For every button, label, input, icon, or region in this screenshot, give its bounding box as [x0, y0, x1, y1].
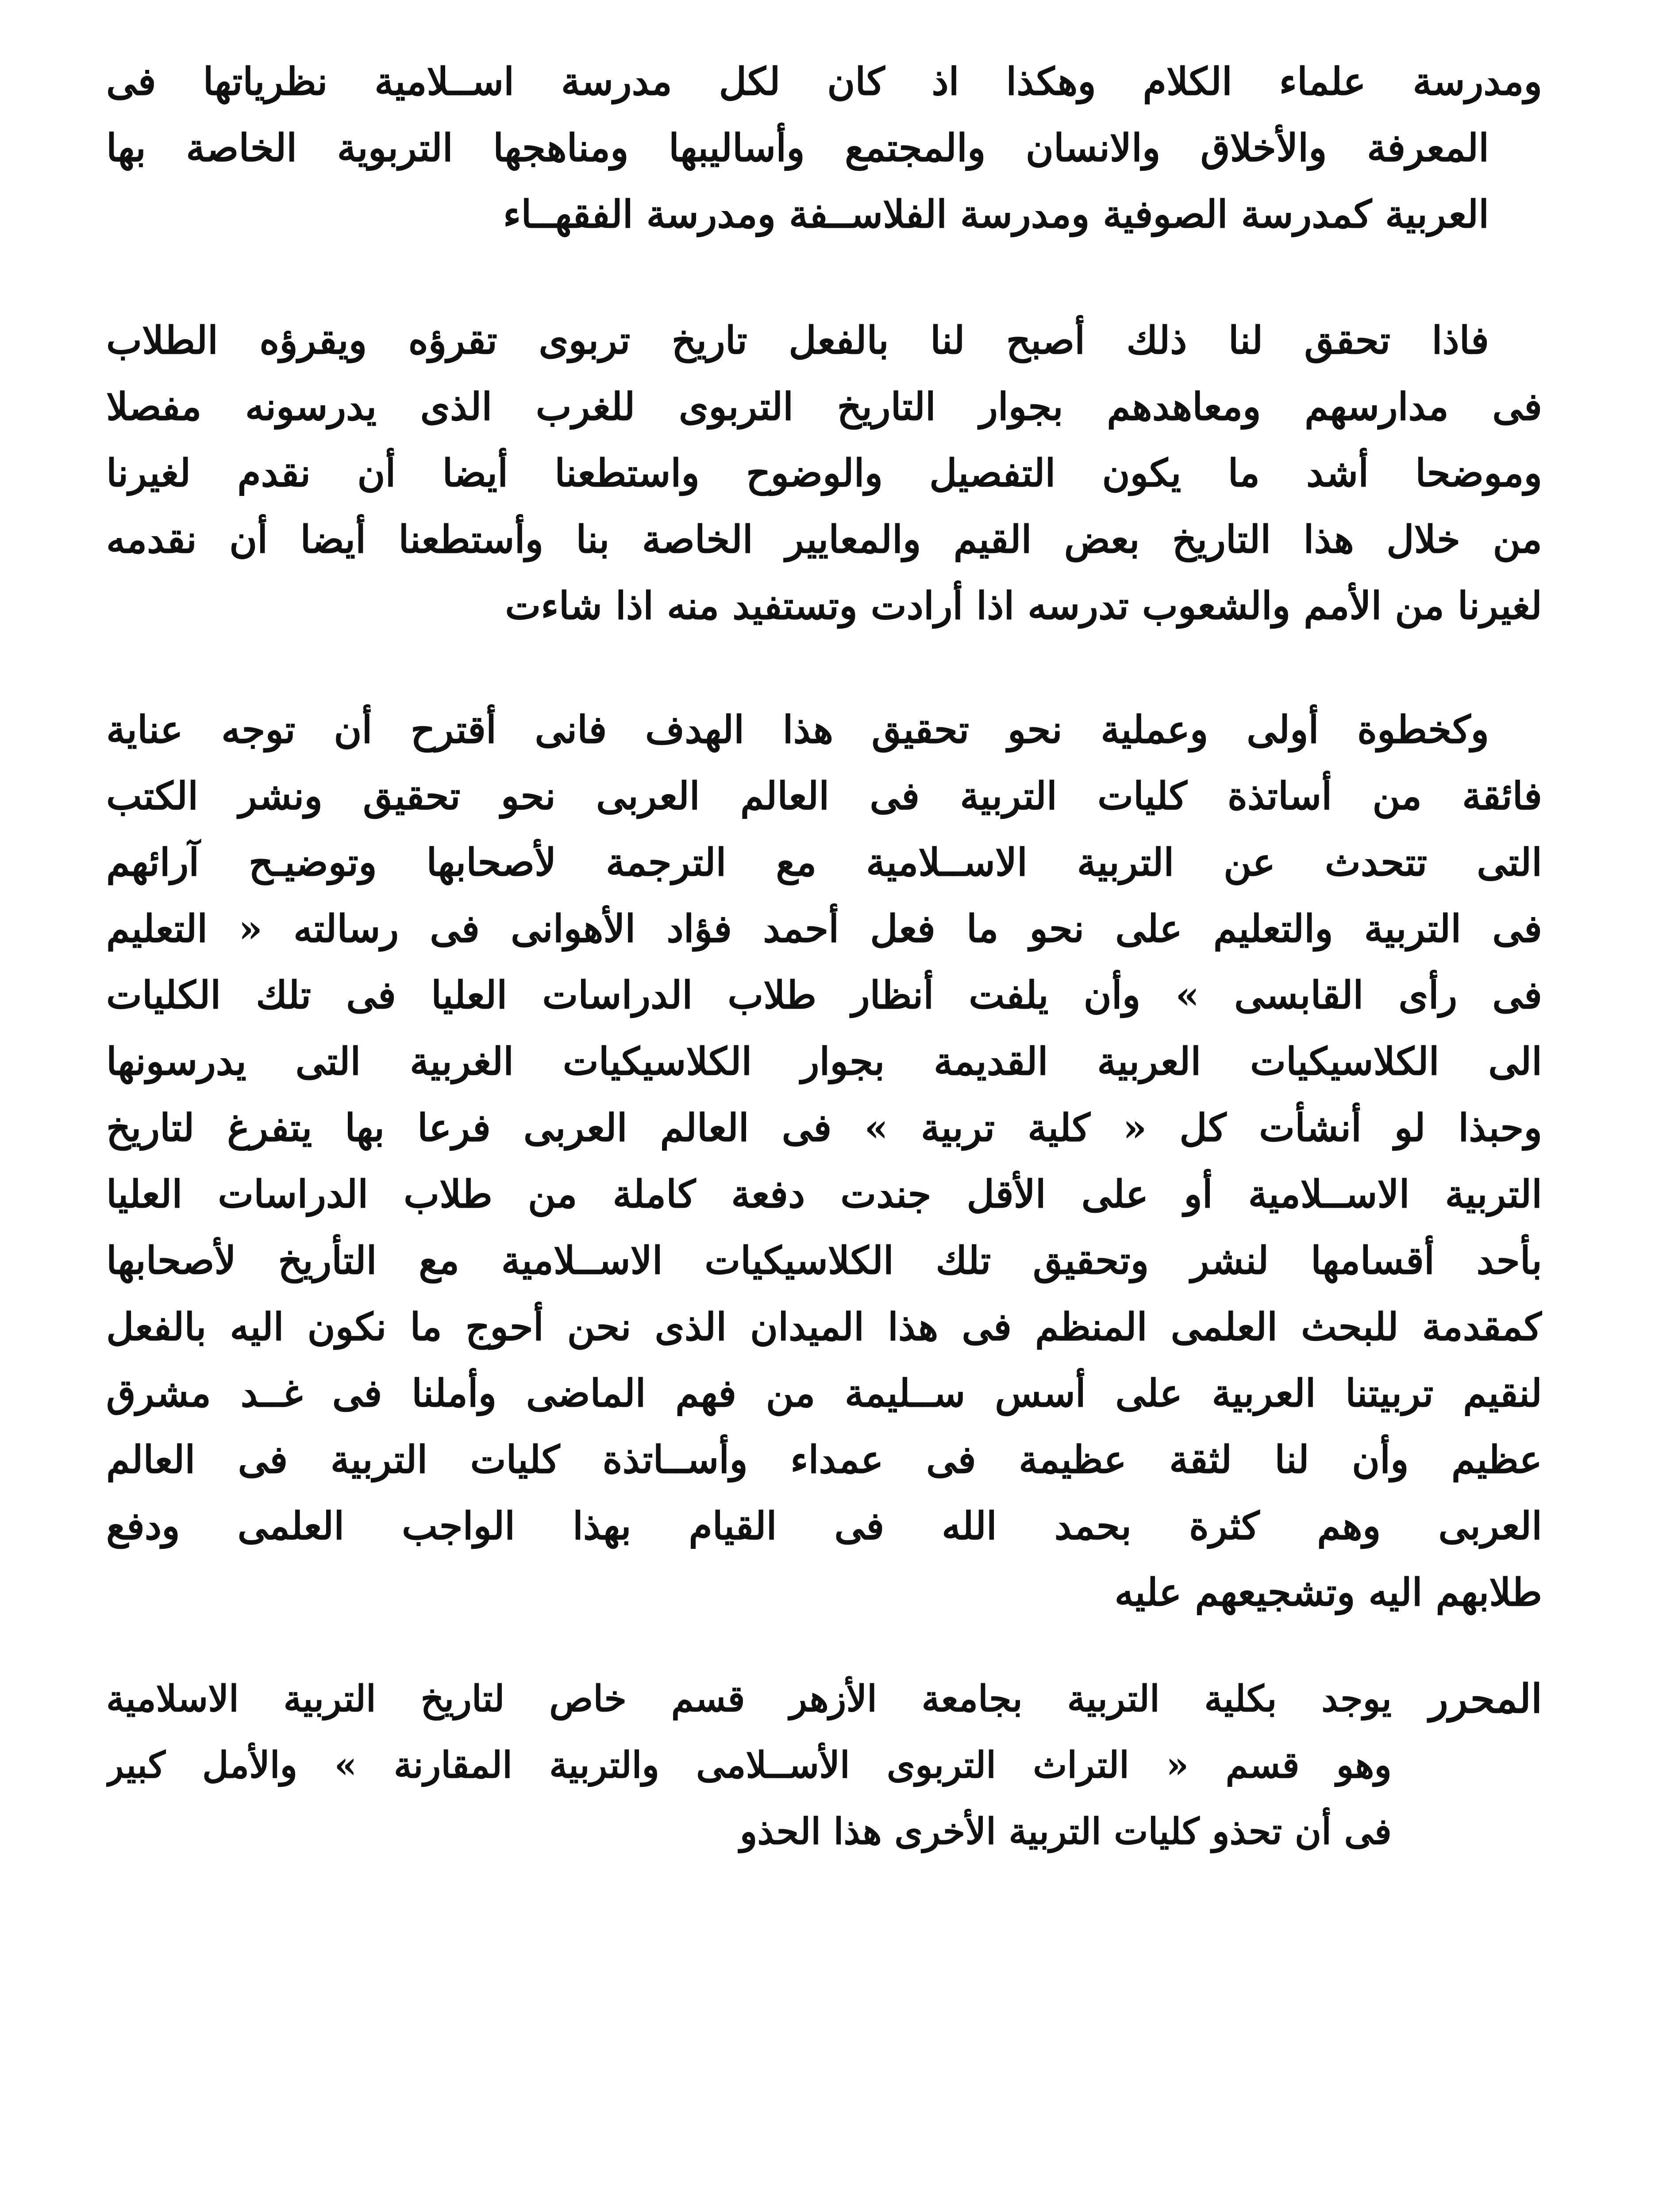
note-line: يوجد بكلية التربية بجامعة الأزهر قسم خاص لتاريخ التربية الاسلامية — [106, 1678, 1392, 1720]
text-line: طلابهم اليه وتشجيعهم عليه — [1114, 1570, 1542, 1615]
note-line: وهو قسم « التراث التربوى الأســلامى والتربية المقارنة » والأمل كبير — [106, 1744, 1392, 1786]
editor-note-body — [106, 1666, 1392, 1865]
text-line: من خلال هذا التاريخ بعض القيم والمعايير الخاصة بنا وأستطعنا أيضا أن نقدمه — [106, 517, 1542, 562]
text-line: وكخطوة أولى وعملية نحو تحقيق هذا الهدف فانى أقترح أن توجه عناية — [106, 707, 1489, 752]
text-line: ومدرسة علماء الكلام وهكذا اذ كان لكل مدرسة اســلامية نظرياتها فى — [106, 59, 1542, 104]
text-line: المعرفة والأخلاق والانسان والمجتمع وأساليبها ومناهجها التربوية الخاصة بها — [106, 126, 1489, 170]
text-line: كمقدمة للبحث العلمى المنظم فى هذا الميدان الذى نحن أحوج ما نكون اليه بالفعل — [106, 1305, 1542, 1349]
text-line: لغيرنا من الأمم والشعوب تدرسه اذا أرادت وتستفيد منه اذا شاءت — [505, 584, 1542, 628]
text-line: بأحد أقسامها لنشر وتحقيق تلك الكلاسيكيات الاســلامية مع التأريخ لأصحابها — [106, 1238, 1542, 1283]
text-line: فى مدارسهم ومعاهدهم بجوار التاريخ التربوى للغرب الذى يدرسونه مفصلا — [106, 384, 1542, 429]
text-line: وموضحا أشد ما يكون التفصيل والوضوح واستطعنا أيضا أن نقدم لغيرنا — [106, 451, 1542, 495]
text-line: فائقة من أساتذة كليات التربية فى العالم العربى نحو تحقيق ونشر الكتب — [106, 774, 1542, 818]
text-line: العربية كمدرسة الصوفية ومدرسة الفلاســفة ومدرسة الفقهــاء — [503, 192, 1489, 237]
paragraph-history — [106, 307, 1542, 639]
text-line: لنقيم تربيتنا العربية على أسس ســليمة من فهم الماضى وأملنا فى غــد مشرق — [106, 1371, 1542, 1416]
note-line: فى أن تحذو كليات التربية الأخرى هذا الحذو — [739, 1810, 1392, 1853]
paragraph-continuation — [106, 49, 1542, 248]
paragraph-proposal — [106, 697, 1542, 1626]
text-line: فى التربية والتعليم على نحو ما فعل أحمد فؤاد الأهوانى فى رسالته « التعليم — [106, 906, 1542, 951]
text-line: فاذا تحقق لنا ذلك أصبح لنا بالفعل تاريخ تربوى تقرؤه ويقرؤه الطلاب — [106, 318, 1489, 363]
editor-note-label: المحرر — [1429, 1675, 1542, 1722]
text-line: الى الكلاسيكيات العربية القديمة بجوار الكلاسيكيات الغربية التى يدرسونها — [106, 1039, 1542, 1084]
text-line: وحبذا لو أنشأت كل « كلية تربية » فى العالم العربى فرعا بها يتفرغ لتاريخ — [106, 1106, 1542, 1150]
text-line: التربية الاســلامية أو على الأقل جندت دفعة كاملة من طلاب الدراسات العليا — [106, 1172, 1542, 1217]
text-line: عظيم وأن لنا لثقة عظيمة فى عمداء وأســاتذة كليات التربية فى العالم — [106, 1437, 1542, 1482]
text-line: فى رأى القابسى » وأن يلفت أنظار طلاب الدراسات العليا فى تلك الكليات — [106, 973, 1542, 1018]
text-line: التى تتحدث عن التربية الاســلامية مع الترجمة لأصحابها وتوضيـح آرائهم — [106, 840, 1542, 885]
text-line: العربى وهم كثرة بحمد الله فى القيام بهذا الواجب العلمى ودفع — [106, 1504, 1542, 1548]
